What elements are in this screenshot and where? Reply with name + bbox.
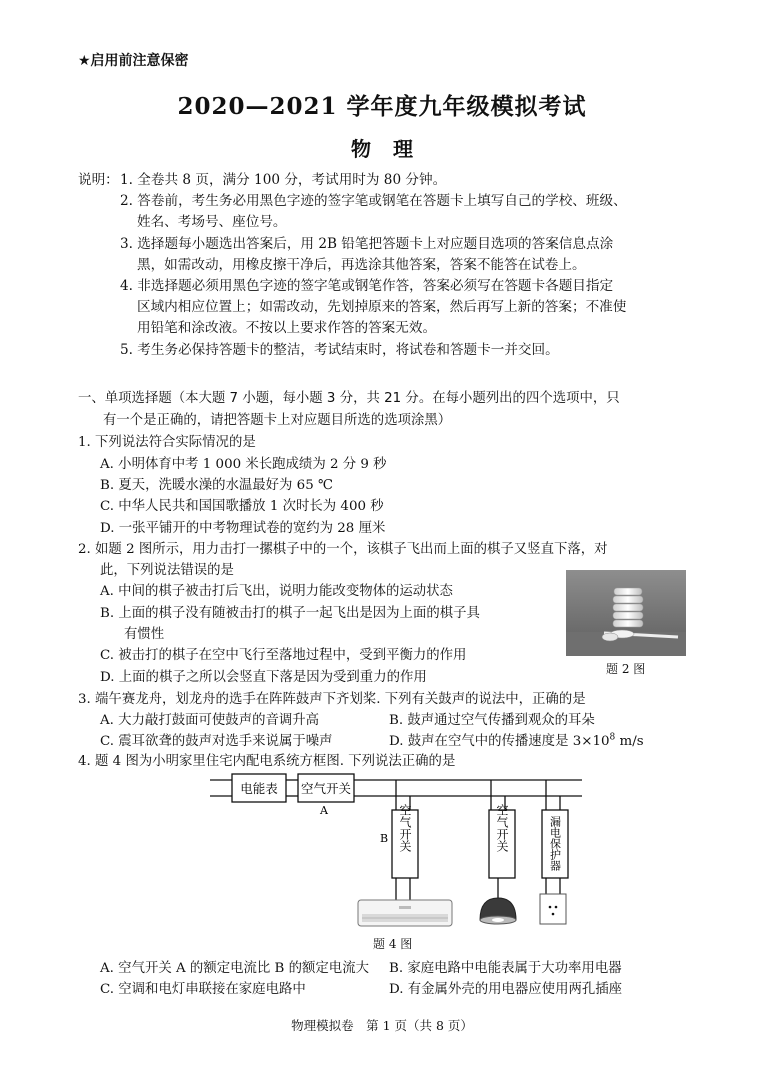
q3-option-c: C. 震耳欲聋的鼓声对选手来说属于噪声 — [100, 734, 333, 749]
instruction-line: 4. 非选择题必须用黑色字迹的签字笔或钢笔作答，答案必须写在答题卡各题目指定 — [120, 278, 614, 294]
q4-option-c: C. 空调和电灯串联接在家庭电路中 — [100, 982, 306, 997]
q3-option-a: A. 大力敲打鼓面可使鼓声的音调升高 — [100, 713, 320, 728]
exam-title: 2020—2021 学年度九年级模拟考试 — [177, 93, 587, 120]
diagram-switch-b-label: 空气开关 — [398, 804, 412, 852]
q3-option-d-unit: m/s — [615, 734, 644, 749]
instruction-line: 1. 全卷共 8 页，满分 100 分，考试用时为 80 分钟。 — [120, 172, 447, 188]
q2-option-b-cont: 有惯性 — [124, 627, 165, 642]
section-heading: 一、单项选择题（本大题 7 小题，每小题 3 分，共 21 分。在每小题列出的四个选项中，只 — [78, 391, 620, 406]
confidential-notice: ★启用前注意保密 — [78, 53, 189, 69]
q1-option-a: A. 小明体育中考 1 000 米长跑成绩为 2 分 9 秒 — [100, 457, 387, 472]
q2-stem-cont: 此，下列说法错误的是 — [100, 563, 234, 578]
subject-title: 物理 — [351, 137, 435, 161]
socket-icon — [540, 894, 566, 924]
diagram-label-b: B — [379, 832, 389, 845]
q4-stem: 4. 题 4 图为小明家里住宅内配电系统方框图. 下列说法正确的是 — [78, 754, 456, 769]
lamp-icon — [480, 898, 516, 924]
q3-option-d — [389, 730, 644, 749]
instruction-line: 黑，如需改动，用橡皮擦干净后，再选涂其他答案，答案不能答在试卷上。 — [137, 257, 586, 273]
q1-option-b: B. 夏天，洗暖水澡的水温最好为 65 ℃ — [100, 478, 333, 493]
instruction-line: 2. 答卷前，考生务必用黑色字迹的签字笔或钢笔在答题卡上填写自己的学校、班级、 — [120, 193, 627, 209]
instruction-line: 区域内相应位置上；如需改动，先划掉原来的答案，然后再写上新的答案；不准使 — [137, 299, 627, 315]
instruction-line: 姓名、考场号、座位号。 — [137, 214, 287, 230]
q4-option-a: A. 空气开关 A 的额定电流比 B 的额定电流大 — [100, 961, 369, 976]
q4-wiring-diagram — [210, 770, 600, 932]
q3-option-d-text: D. 鼓声在空气中的传播速度是 3×10 — [389, 734, 610, 749]
instructions-label: 说明： — [78, 172, 119, 188]
q4-option-b: B. 家庭电路中电能表属于大功率用电器 — [389, 961, 622, 976]
q3-stem: 3. 端午赛龙舟，划龙舟的选手在阵阵鼓声下齐划桨. 下列有关鼓声的说法中，正确的是 — [78, 692, 586, 707]
q4-option-d: D. 有金属外壳的用电器应使用两孔插座 — [389, 982, 623, 997]
q2-option-b: B. 上面的棋子没有随被击打的棋子一起飞出是因为上面的棋子具 — [100, 606, 480, 621]
q2-figure-caption: 题 2 图 — [606, 662, 646, 676]
diagram-label-a: A — [320, 804, 328, 817]
diagram-protector-label: 漏电保护器 — [548, 816, 562, 871]
instruction-line: 用铅笔和涂改液。不按以上要求作答的答案无效。 — [137, 320, 437, 336]
air-conditioner-icon — [358, 900, 452, 926]
q3-option-b: B. 鼓声通过空气传播到观众的耳朵 — [389, 713, 595, 728]
page-footer: 物理模拟卷 第 1 页（共 8 页） — [291, 1018, 473, 1033]
section-heading-cont: 有一个是正确的，请把答题卡上对应题目所选的选项涂黑） — [103, 413, 452, 428]
diagram-main-switch-label: 空气开关 — [300, 781, 352, 796]
q2-stem: 2. 如题 2 图所示，用力击打一摞棋子中的一个，该棋子飞出而上面的棋子又竖直下落，对 — [78, 542, 608, 557]
instruction-line: 5. 考生务必保持答题卡的整洁，考试结束时，将试卷和答题卡一并交回。 — [120, 342, 559, 358]
q1-option-d: D. 一张平铺开的中考物理试卷的宽约为 28 厘米 — [100, 521, 386, 536]
q2-option-d: D. 上面的棋子之所以会竖直下落是因为受到重力的作用 — [100, 670, 427, 685]
q2-figure-checkers — [566, 570, 686, 656]
diagram-meter-label: 电能表 — [240, 781, 278, 796]
q1-option-c: C. 中华人民共和国国歌播放 1 次时长为 400 秒 — [100, 499, 384, 514]
q2-option-a: A. 中间的棋子被击打后飞出，说明力能改变物体的运动状态 — [100, 584, 453, 599]
q4-figure-caption: 题 4 图 — [373, 937, 413, 951]
q2-option-c: C. 被击打的棋子在空中飞行至落地过程中，受到平衡力的作用 — [100, 648, 467, 663]
instruction-line: 3. 选择题每小题选出答案后，用 2B 铅笔把答题卡上对应题目选项的答案信息点涂 — [120, 236, 614, 252]
q3-option-d-exponent: 8 — [609, 732, 616, 743]
diagram-switch-c-label: 空气开关 — [495, 804, 509, 852]
q1-stem: 1. 下列说法符合实际情况的是 — [78, 435, 256, 450]
